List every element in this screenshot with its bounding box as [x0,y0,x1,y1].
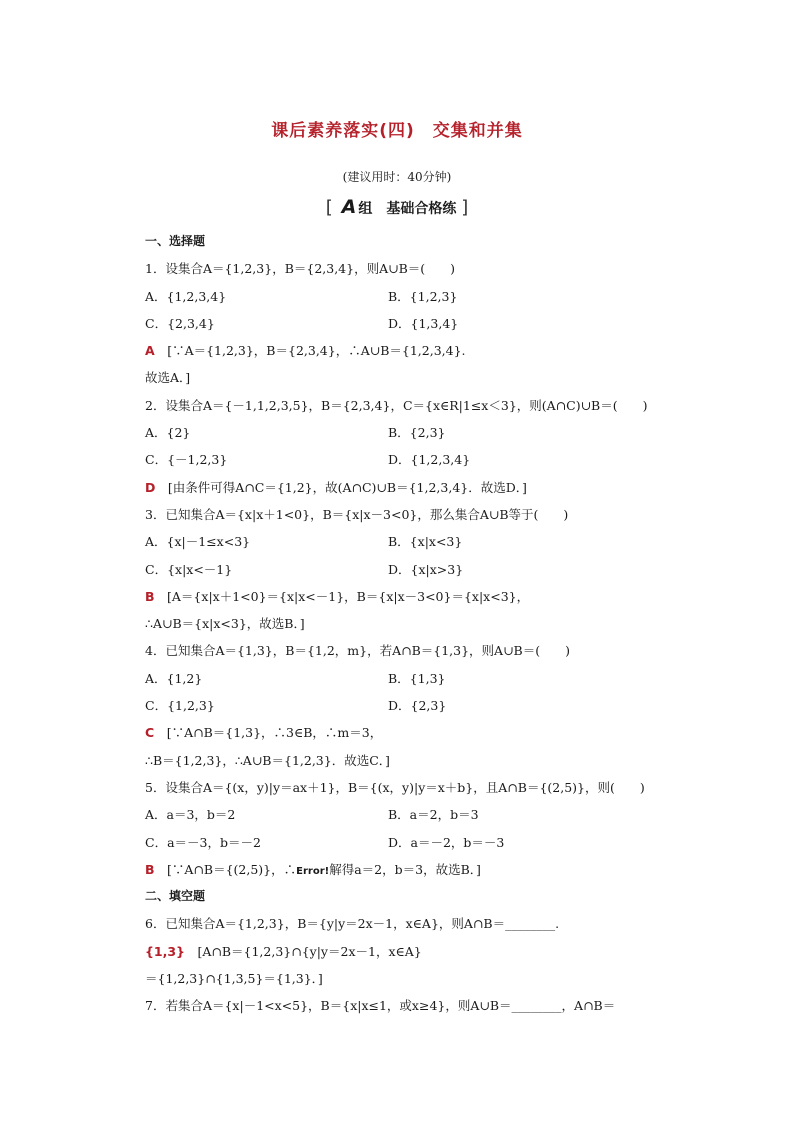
question-1-stem: 1．设集合A＝{1,2,3}，B＝{2,3,4}，则A∪B＝( ) [145,261,456,277]
question-2-explanation-text: [由条件可得A∩C＝{1,2}，故(A∩C)∪B＝{1,2,3,4}．故选D．] [155,479,527,495]
question-list [145,228,685,1020]
question-3-option-c: C．{x|x<－1} [145,561,233,577]
question-4-explanation-cont: ∴B＝{1,2,3}，∴A∪B＝{1,2,3}．故选C．] [145,752,390,768]
question-3-answer: B [145,588,155,604]
question-3-explanation-cont: ∴A∪B＝{x|x<3}，故选B．] [145,616,305,632]
group-bracket-close: ] [461,197,469,218]
question-5-option-a: A．a＝3，b＝2 [145,807,236,823]
question-1-option-b: B．{1,2,3} [388,288,458,304]
question-5-explanation-text: [∵A∩B＝{(2,5)}，∴ [154,861,297,877]
question-4-answer: C [145,725,155,741]
question-3-stem: 3．已知集合A＝{x|x＋1<0}，B＝{x|x－3<0}，那么集合A∪B等于( ) [145,506,569,522]
question-6-answer: {1,3} [145,943,185,959]
question-2-stem: 2．设集合A＝{－1,1,2,3,5}，B＝{2,3,4}，C＝{x∈R|1≤x＜3}，则(A∩C)∪B＝( ) [145,397,648,413]
question-4-option-c: C．{1,2,3} [145,698,215,714]
question-6-stem: 6．已知集合A＝{1,2,3}，B＝{y|y＝2x－1，x∈A}，则A∩B＝________. [145,916,560,932]
question-2-options-row-1 [145,419,685,446]
question-3-option-b: B．{x|x<3} [388,534,463,550]
question-4-options-row-2 [145,692,685,719]
question-6-explanation-text: [A∩B＝{1,2,3}∩{y|y＝2x－1，x∈A} [184,943,422,959]
question-3-explanation-text: [A＝{x|x＋1<0}＝{x|x<－1}，B＝{x|x－3<0}＝{x|x<3}， [154,588,530,604]
question-3-option-a: A．{x|－1≤x<3} [145,534,251,550]
question-1-explanation [145,337,685,364]
question-5-option-b: B．a＝2，b＝3 [388,807,479,823]
question-2-explanation [145,474,685,501]
question-2-option-b: B．{2,3} [388,425,446,441]
question-2-options-row-2 [145,446,685,473]
question-4-explanation-text: [∵A∩B＝{1,3}，∴3∈B，∴m＝3， [154,725,383,741]
group-bracket-open: [ [325,197,333,218]
question-1-answer: A [145,343,155,359]
question-5-answer: B [145,861,155,877]
question-5-explanation-text-end: 解得a＝2，b＝3，故选B．] [329,861,481,877]
question-4-option-a: A．{1,2} [145,670,203,686]
question-1-options-row-2 [145,310,685,337]
error-marker: Error! [296,865,330,877]
question-1-option-c: C．{2,3,4} [145,315,215,331]
question-3-explanation [145,583,685,610]
question-1-option-d: D．{1,3,4} [388,315,459,331]
question-2-option-a: A．{2} [145,425,191,441]
section-heading-fill: 二、填空题 [145,889,206,904]
suggested-time: (建议用时：40分钟) [342,170,452,184]
question-1-explanation-text: [∵A＝{1,2,3}，B＝{2,3,4}，∴A∪B＝{1,2,3,4}. [154,343,466,359]
group-label: 组 基础合格练 [358,201,457,217]
question-5-options-row-2 [145,829,685,856]
question-2-option-d: D．{1,2,3,4} [388,452,471,468]
question-4-explanation [145,719,685,746]
group-heading [0,196,794,218]
question-5-stem: 5．设集合A＝{(x，y)|y＝ax＋1}，B＝{(x，y)|y＝x＋b}，且A∩B＝{(2,5)}，则( ) [145,779,645,795]
question-5-explanation [145,856,685,883]
page-title: 课后素养落实(四) 交集和并集 [271,121,523,141]
question-1-explanation-cont: 故选A．] [145,370,191,386]
question-3-options-row-1 [145,528,685,555]
question-1-option-a: A．{1,2,3,4} [145,288,227,304]
question-4-options-row-1 [145,665,685,692]
question-2-option-c: C．{－1,2,3} [145,452,228,468]
question-7-stem: 7．若集合A＝{x|－1<x<5}，B＝{x|x≤1，或x≥4}，则A∪B＝________，A∩B＝ [145,998,616,1014]
section-heading-choice: 一、选择题 [145,234,206,248]
question-1-options-row-1 [145,283,685,310]
question-2-answer: D [145,479,156,495]
question-4-option-d: D．{2,3} [388,698,447,714]
question-5-options-row-1 [145,801,685,828]
question-6-explanation-cont: ＝{1,2,3}∩{1,3,5}＝{1,3}．] [145,971,323,987]
group-letter: A [341,196,357,218]
question-3-option-d: D．{x|x>3} [388,561,464,577]
question-5-option-d: D．a＝－2，b＝－3 [388,834,505,850]
question-6-explanation [145,938,685,965]
question-4-stem: 4．已知集合A＝{1,3}，B＝{1,2，m}，若A∩B＝{1,3}，则A∪B＝( ) [145,643,571,659]
question-5-option-c: C．a＝－3，b＝－2 [145,834,261,850]
question-4-option-b: B．{1,3} [388,670,446,686]
question-3-options-row-2 [145,556,685,583]
